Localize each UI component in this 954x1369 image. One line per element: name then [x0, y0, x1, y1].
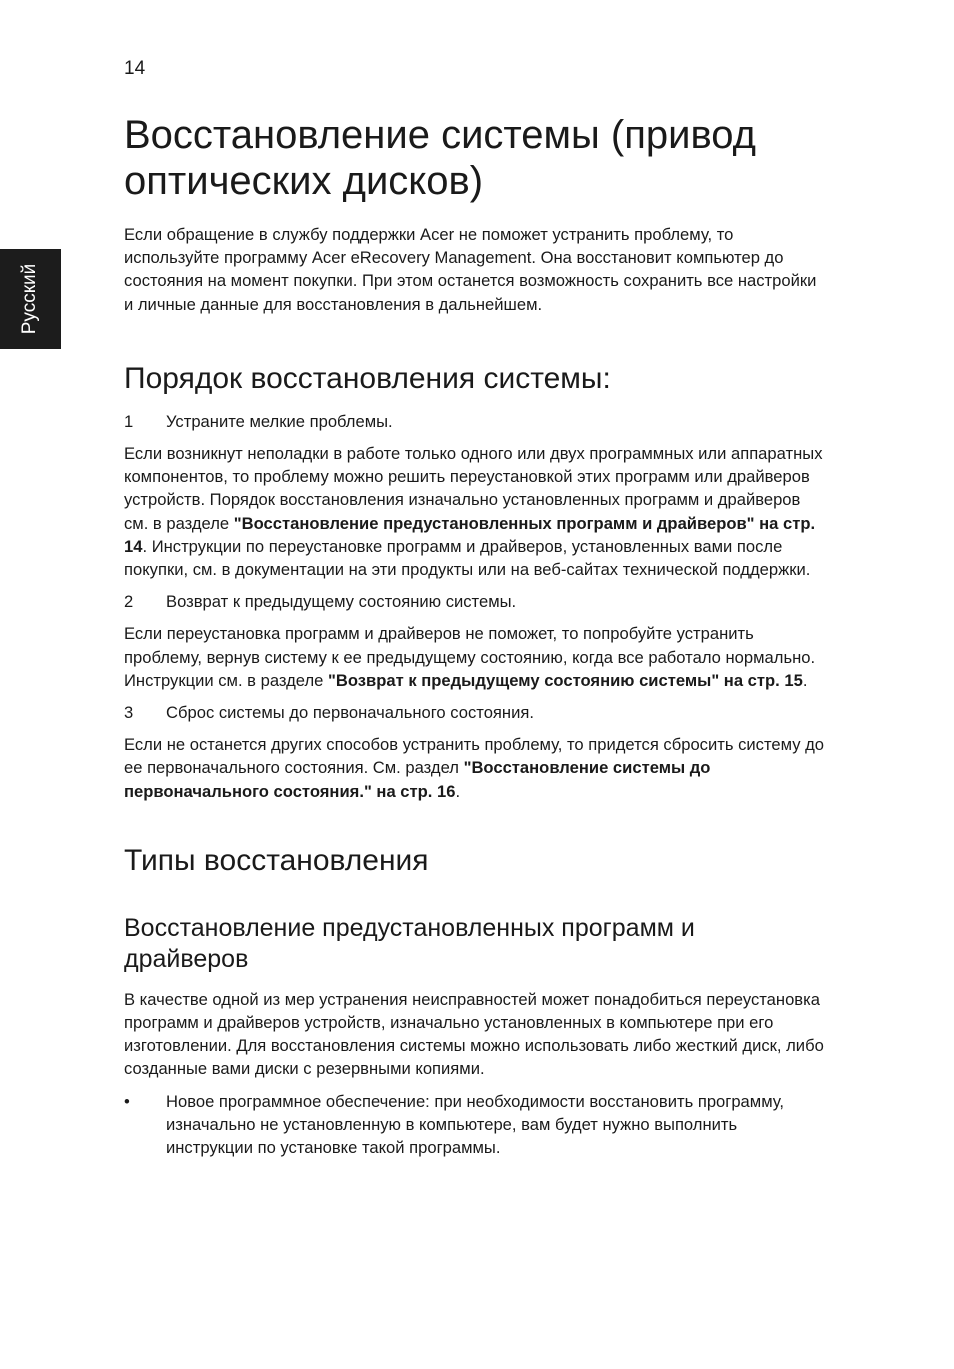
step-3-text-end: .: [455, 781, 461, 801]
subsection-paragraph: В качестве одной из мер устранения неисправностей может понадобиться переустановка программ и драйверов устройств, изначально установленных в компьютере при его изготовлении. Для восстановления системы можно использовать либо жесткий диск, либо созданные вами диски с резервными копиями.: [124, 989, 824, 1079]
step-1-text: Если возникнут неполадки в работе только одного или двух программных или аппаратных компонентов, то проблему можно решить переустановкой этих программ или драйверов устройств. Порядок восстановления изначально установленных программ и драйверов см. в разделе: [124, 444, 823, 533]
numbered-step-2: [124, 590, 824, 613]
bullet-item: [124, 1090, 824, 1160]
bullet-text: Новое программное обеспечение: при необходимости восстановить программу, изначально не установленную в компьютере, вам будет нужно выполнить инструкции по установке такой программы.: [166, 1091, 785, 1158]
step-3-text: Если не останется других способов устранить проблему, то придется сбросить систему до ее первоначального состояния. См. раздел: [124, 735, 825, 778]
step-label: Устраните мелкие проблемы.: [166, 411, 393, 431]
intro-paragraph: Если обращение в службу поддержки Acer не поможет устранить проблему, то используйте программу Acer eRecovery Management. Она восстановит компьютер до состояния на момент покупки. При этом останется возможность сохранить все настройки и личные данные для восстановления в дальнейшем.: [124, 225, 817, 314]
step-1-crossref: "Восстановление предустановленных программ и драйверов" на стр. 14: [124, 513, 816, 556]
step-2-paragraph: [124, 622, 824, 692]
section-heading-recovery-types: Типы восстановления: [124, 843, 429, 877]
numbered-step-3: [124, 701, 824, 724]
page-content: [124, 112, 824, 1159]
subsection-heading: Восстановление предустановленных программ и драйверов: [124, 913, 695, 973]
step-label: Сброс системы до первоначального состояния.: [166, 703, 534, 723]
step-2-text-end: .: [802, 670, 808, 690]
step-label: Возврат к предыдущему состоянию системы.: [166, 592, 517, 612]
step-2-text: Если переустановка программ и драйверов не поможет, то попробуйте устранить проблему, вернув систему к ее предыдущему состоянию, когда все работало нормально. Инструкции см. в разделе: [124, 624, 816, 690]
step-number: 3: [124, 703, 134, 723]
bullet-symbol: •: [124, 1091, 130, 1111]
numbered-step-1: [124, 410, 824, 433]
page-number: 14: [124, 58, 146, 79]
language-side-tab: [0, 249, 61, 349]
page-title: Восстановление системы (привод оптических дисков): [124, 113, 756, 203]
step-3-crossref: "Восстановление системы до первоначального состояния." на стр. 16: [124, 758, 711, 801]
step-3-paragraph: [124, 733, 824, 803]
step-1-paragraph: [124, 442, 824, 581]
language-side-tab-label: Русский: [19, 263, 40, 335]
step-number: 1: [124, 411, 134, 431]
step-2-crossref: "Возврат к предыдущему состоянию системы" на стр. 15: [328, 670, 803, 690]
section-heading-procedure: Порядок восстановления системы:: [124, 361, 611, 395]
step-1-text-end: . Инструкции по переустановке программ и драйверов, установленных вами после покупки, см. в документации на эти продукты или на веб-сайтах технической поддержки.: [124, 536, 811, 580]
step-number: 2: [124, 592, 134, 612]
